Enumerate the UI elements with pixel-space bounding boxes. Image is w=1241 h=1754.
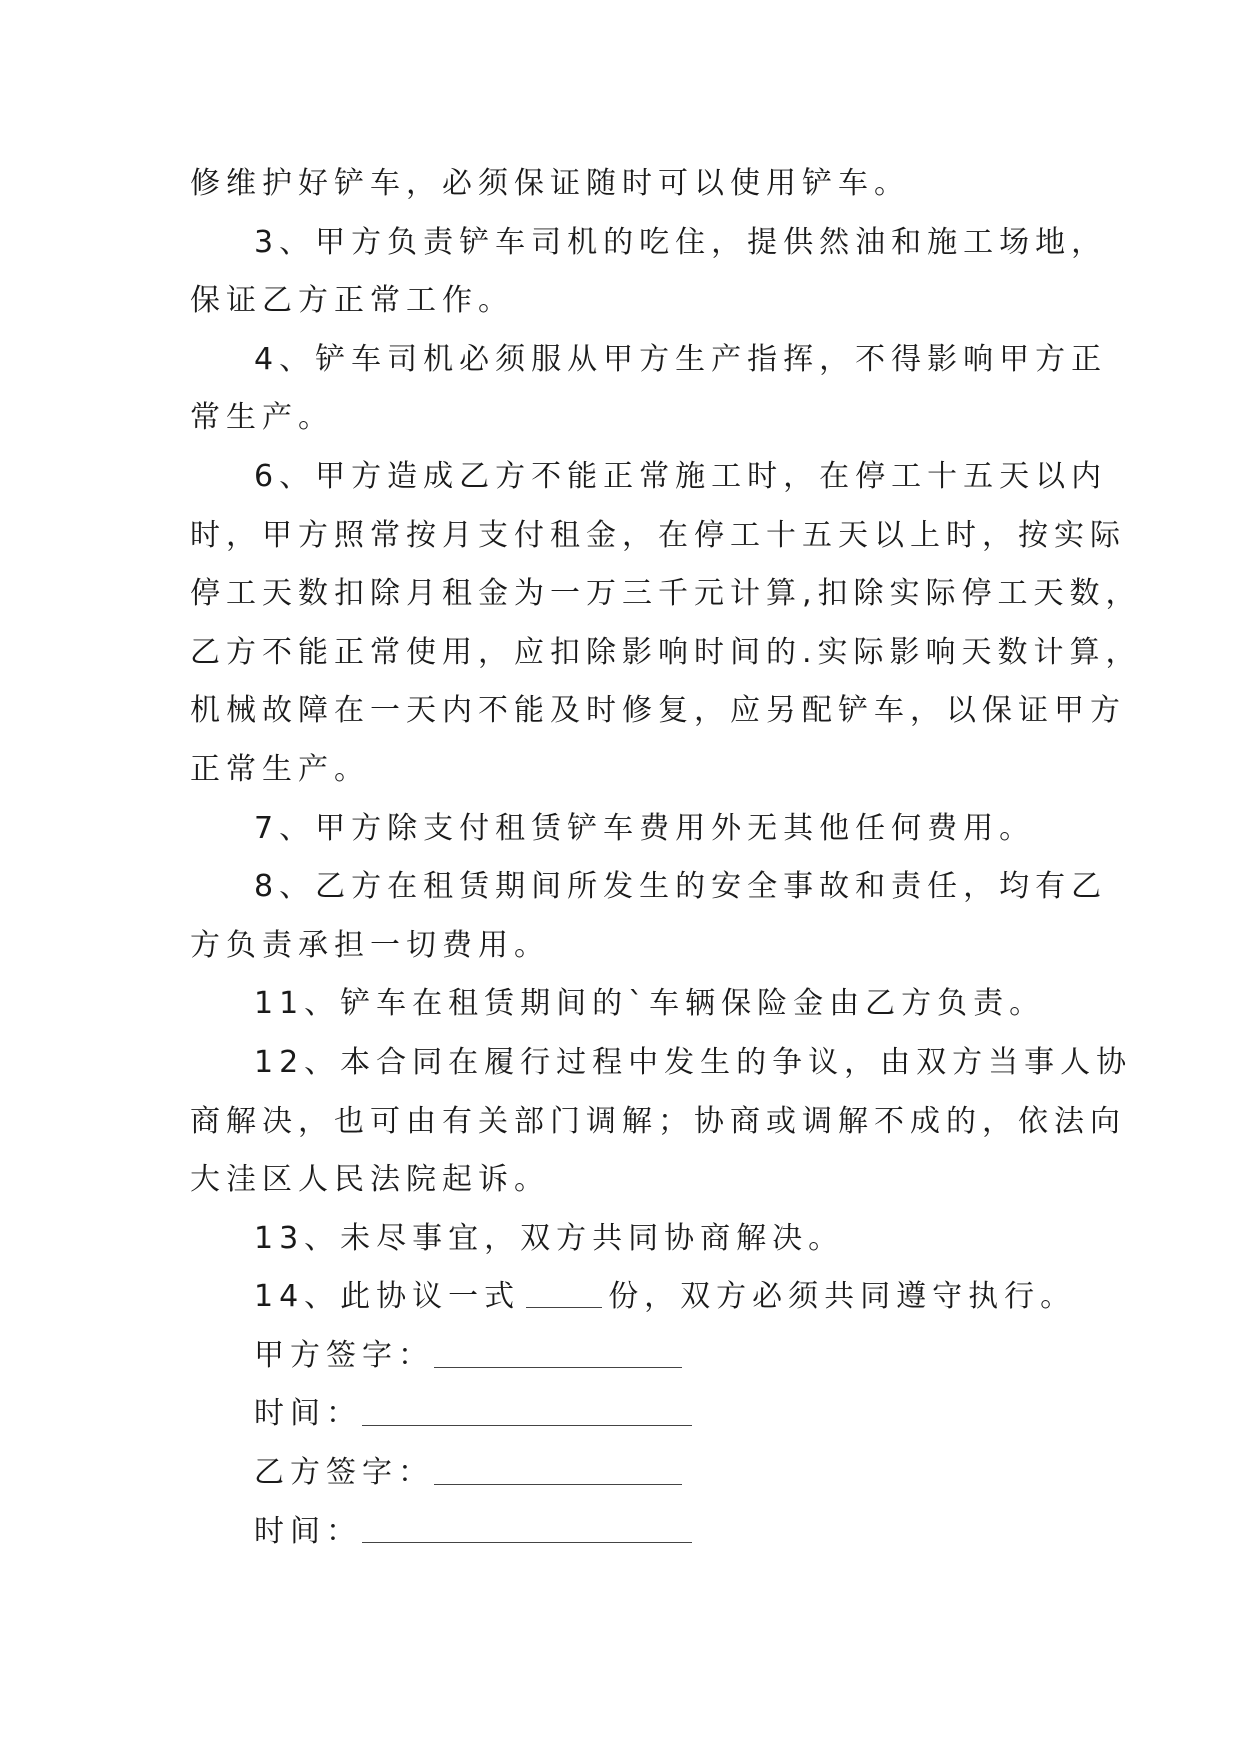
clause-14-suffix: 份，双方必须共同遵守执行。 [608,1279,1077,1315]
clause-11-line-1: 11、铲车在租赁期间的`车辆保险金由乙方负责。 [254,986,1046,1022]
party-a-time-row [190,1385,1070,1444]
party-b-time-label: 时间： [254,1513,362,1549]
clause-12-line-3: 大洼区人民法院起诉。 [190,1162,550,1198]
party-b-time-row [190,1503,1070,1562]
party-a-signature-label: 甲方签字： [254,1337,434,1373]
party-a-time-field[interactable] [362,1425,692,1426]
clause-12-line-2: 商解决，也可由有关部门调解；协商或调解不成的，依法向 [190,1103,1126,1139]
clause-8-line-2: 方负责承担一切费用。 [190,927,550,963]
text-line: 修维护好铲车，必须保证随时可以使用铲车。 [190,166,910,201]
clause-14-prefix: 14、此协议一式 [254,1279,521,1315]
clause-7-line-1: 7、甲方除支付租赁铲车费用外无其他任何费用。 [254,810,1036,846]
clause-4-line-2: 常生产。 [190,400,334,436]
party-a-signature-field[interactable] [434,1367,682,1368]
clause-14-line-1 [190,1268,1077,1327]
document-body [190,155,1142,1561]
clause-13-line-1: 13、未尽事宜，双方共同协商解决。 [254,1220,845,1256]
clause-6-line-3: 停工天数扣除月租金为一万三千元计算,扣除实际停工天数， [190,576,1142,612]
clause-3-line-2: 保证乙方正常工作。 [190,283,514,319]
party-b-signature-row [190,1444,1070,1503]
party-b-signature-field[interactable] [434,1484,682,1485]
clause-6-line-6: 正常生产。 [190,751,370,787]
clause-6-line-5: 机械故障在一天内不能及时修复，应另配铲车，以保证甲方 [190,693,1126,729]
party-a-time-label: 时间： [254,1396,362,1432]
clause-6-line-1: 6、甲方造成乙方不能正常施工时，在停工十五天以内 [254,458,1108,494]
clause-8-line-1: 8、乙方在租赁期间所发生的安全事故和责任，均有乙 [254,869,1108,905]
copies-blank[interactable] [526,1307,602,1308]
party-b-signature-label: 乙方签字： [254,1455,434,1491]
clause-4-line-1: 4、铲车司机必须服从甲方生产指挥，不得影响甲方正 [254,341,1108,377]
party-b-time-field[interactable] [362,1542,692,1543]
clause-12-line-1: 12、本合同在履行过程中发生的争议，由双方当事人协 [254,1044,1133,1080]
clause-6-line-2: 时，甲方照常按月支付租金，在停工十五天以上时，按实际 [190,517,1126,553]
party-a-signature-row [190,1327,1070,1386]
clause-3-line-1: 3、甲方负责铲车司机的吃住，提供然油和施工场地， [254,224,1108,260]
clause-6-line-4: 乙方不能正常使用，应扣除影响时间的.实际影响天数计算， [190,634,1142,670]
